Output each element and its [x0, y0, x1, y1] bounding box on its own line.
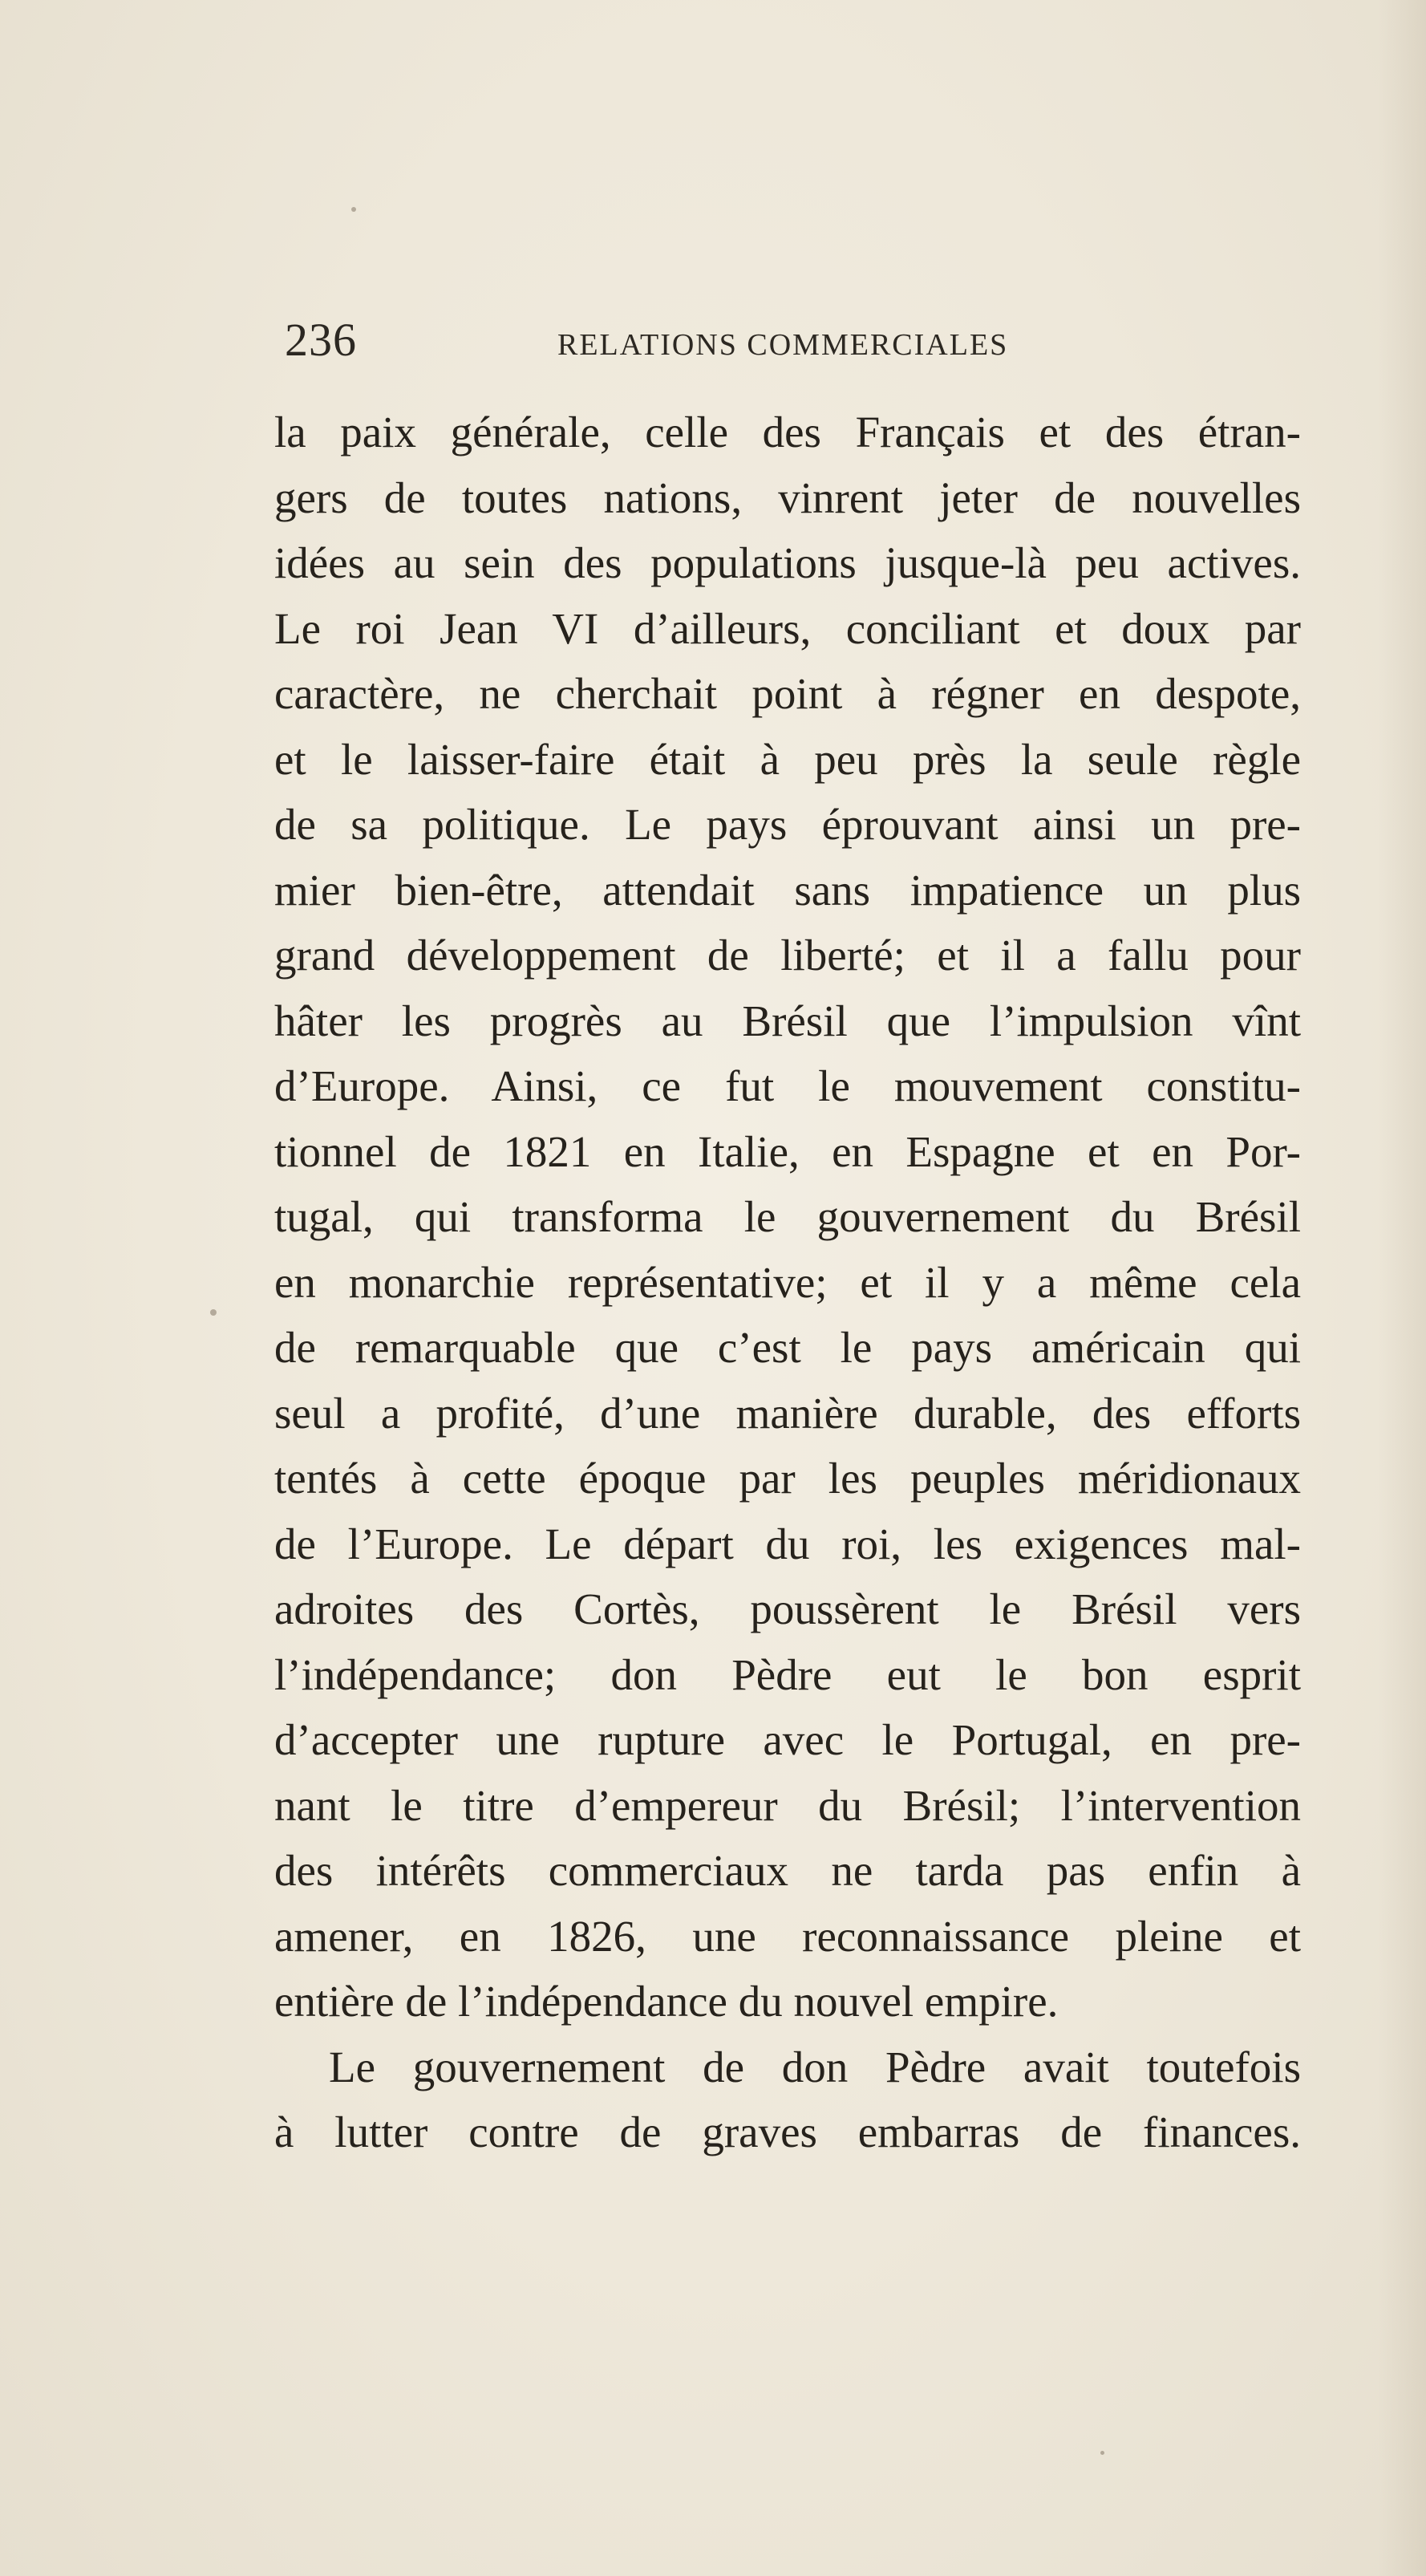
text-line: idées au sein des populations jusque-là peu actives. [274, 538, 1301, 587]
text-line: tentés à cette époque par les peuples méridionaux [274, 1454, 1301, 1503]
text-line: et le laisser-faire était à peu près la seule règle [274, 734, 1301, 784]
text-line: Le roi Jean VI d’ailleurs, conciliant et doux par [274, 603, 1301, 653]
text-line: Le gouvernement de don Pèdre avait toutefois [329, 2042, 1301, 2091]
text-line: nant le titre d’empereur du Brésil; l’intervention [274, 1780, 1301, 1830]
running-head [285, 313, 1335, 377]
body-text [274, 400, 1301, 2165]
text-line: hâter les progrès au Brésil que l’impulsion vînt [274, 996, 1301, 1045]
text-line: tionnel de 1821 en Italie, en Espagne et en Por- [274, 1126, 1301, 1176]
text-line: amener, en 1826, une reconnaissance pleine et [274, 1911, 1301, 1961]
text-line: des intérêts commerciaux ne tarda pas enfin à [274, 1846, 1301, 1895]
page-edge-shadow [1378, 0, 1426, 2576]
text-line: la paix générale, celle des Français et des étran- [274, 408, 1301, 456]
text-line: de l’Europe. Le départ du roi, les exigences mal- [274, 1519, 1301, 1568]
text-line: entière de l’indépendance du nouvel empire. [274, 1977, 1059, 2026]
page-number: 236 [285, 314, 357, 366]
paper-speck [351, 207, 356, 212]
text-line: l’indépendance; don Pèdre eut le bon esprit [274, 1649, 1301, 1699]
text-line: de sa politique. Le pays éprouvant ainsi un pre- [274, 800, 1301, 849]
text-line: seul a profité, d’une manière durable, des efforts [274, 1388, 1301, 1438]
text-line: à lutter contre de graves embarras de finances. [274, 2107, 1301, 2156]
text-line: mier bien-être, attendait sans impatience un plus [274, 865, 1301, 915]
text-line: en monarchie représentative; et il y a même cela [274, 1257, 1301, 1307]
running-title: RELATIONS COMMERCIALES [557, 328, 1009, 362]
text-line: d’accepter une rupture avec le Portugal, en pre- [274, 1715, 1301, 1764]
paper-speck [210, 1309, 217, 1316]
text-line: d’Europe. Ainsi, ce fut le mouvement constitu- [274, 1061, 1301, 1110]
text-line: caractère, ne cherchait point à régner en despote, [274, 669, 1301, 718]
paper-speck [1100, 2451, 1104, 2455]
text-line: gers de toutes nations, vinrent jeter de nouvelles [274, 473, 1301, 522]
text-line: adroites des Cortès, poussèrent le Brésil vers [274, 1584, 1301, 1633]
text-line: de remarquable que c’est le pays américain qui [274, 1323, 1301, 1372]
text-line: tugal, qui transforma le gouvernement du Brésil [274, 1192, 1301, 1241]
text-line: grand développement de liberté; et il a fallu pour [274, 931, 1301, 980]
